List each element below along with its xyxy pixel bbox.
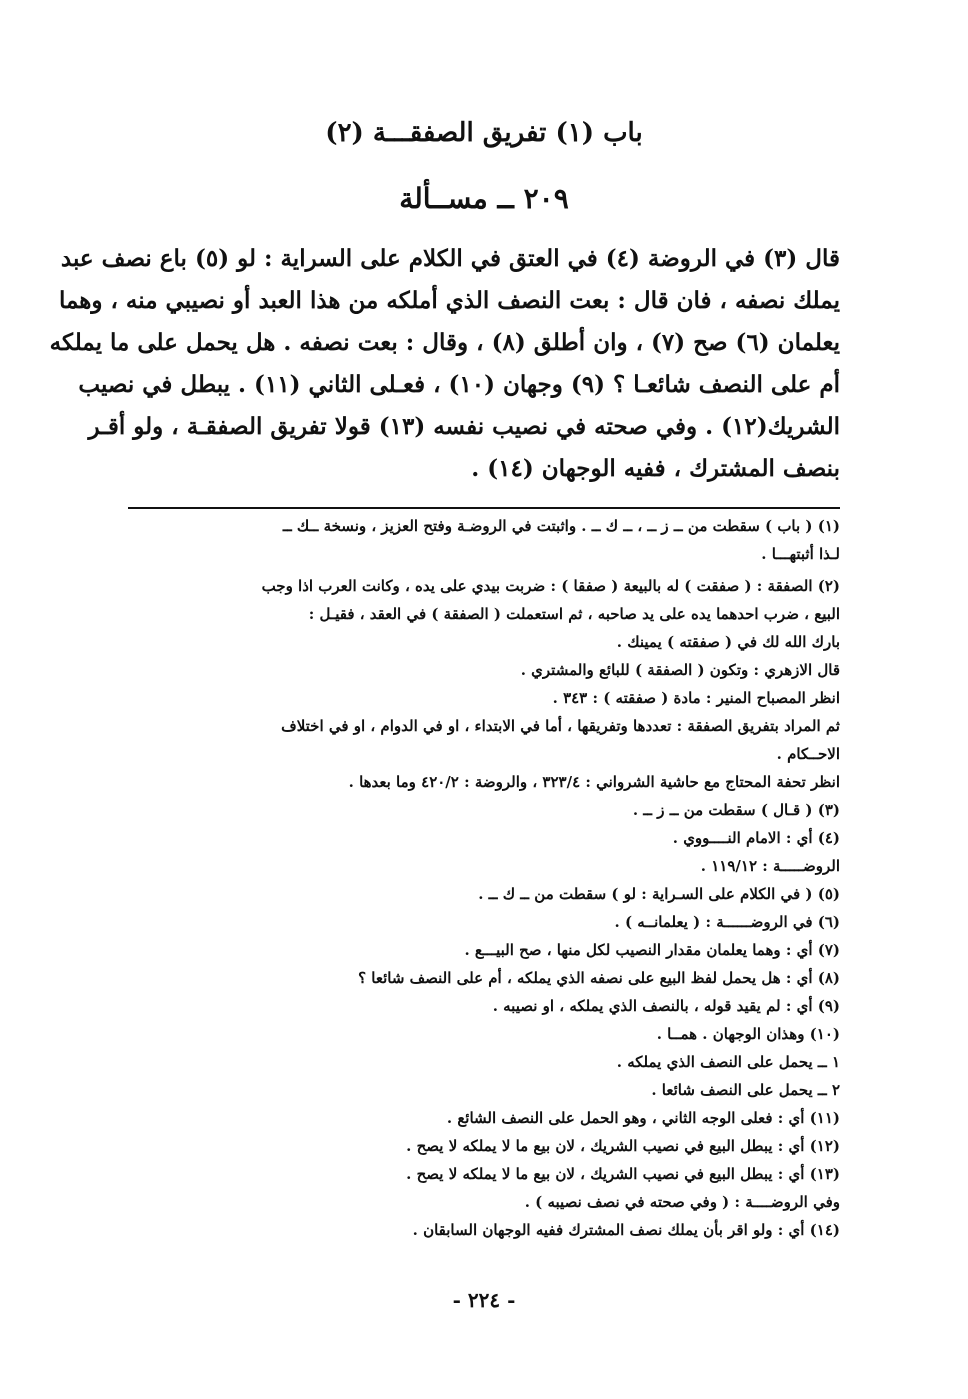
main-text [49, 238, 840, 490]
footnote-line: وفي الروضــــة : ( وفي صحته في نصف نصيبه ) . [524, 1193, 840, 1211]
page-number: - ٢٢٤ - [452, 1288, 516, 1312]
footnote-line: (٨) أي : هل يحمل لفظ البيع على نصفه الذي يملكه ، أم على النصف شائعا ؟ [358, 969, 840, 987]
footnote-line: الاحــكام . [776, 745, 840, 763]
body-line: قال (٣) في الروضة (٤) في العتق في الكلام على السراية : لو (٥) باع نصف عبد [60, 245, 840, 272]
footnote-line: (١٤) أي : ولو اقر بأن يملك نصف المشترك ففيه الوجهان السابقان . [412, 1221, 840, 1239]
footnote-line: (٢) الصفقة : ( صفقت ) له بالبيعة ( صفقا ) : ضربت بيدي على يده ، وكانت العرب اذا وجب [261, 577, 840, 595]
footnote-line: (٦) في الروضــــــة : ( يعلمانــه ) . [614, 913, 840, 931]
body-line: يملك نصفه ، فان قال : بعت النصف الذي أملكه من هذا العبد أو نصيبي منه ، وهما [58, 287, 840, 314]
footnote-line: (١٠) وهذان الوجهان . همــا . [656, 1025, 840, 1043]
footnote-line: (٣) ( قـال ) سقطت من ــ ز ــ . [632, 801, 840, 819]
footnote-line: (٥) ( في الكلام على السـراية : لو ) سقطت من ــ ك ــ . [478, 885, 840, 903]
footnote-line: (١١) أي : فعلى الوجه الثاني ، وهو الحمل على النصف الشائع . [446, 1109, 840, 1127]
footnote-line: ثم المراد بتفريق الصفقة : تعددها وتفريقها ، أما في الابتداء ، او في الدوام ، او في اختلاف [281, 717, 840, 735]
issue-title: ٢٠٩ ــ مســألة [399, 182, 569, 215]
footnote-line: (١٢) أي : يبطل البيع في نصيب الشريك ، لان بيع ما لا يملكه لا يصح . [406, 1137, 840, 1155]
footnote-line: قال الازهري : وتكون ( الصفقة ) للبائع والمشتري . [520, 661, 840, 679]
body-line: بنصف المشترك ، ففيه الوجهان (١٤) . [471, 455, 840, 482]
footnote-line: (١) ( باب ) سقطت من ــ ز ــ ، ــ ك ــ . واثبتت في الروضـة وفتح العزيز ، ونسخة ــك ــ [282, 517, 840, 535]
body-line: أم على النصف شائعـا ؟ (٩) وجهان (١٠) ، فعـلى الثاني (١١) . يبطل في نصيب [78, 371, 840, 398]
footnotes [100, 512, 840, 1244]
footnote-line: انظر تحفة المحتاج مع حاشية الشرواني : ٣٢٣/٤ ، والروضة : ٤٢٠/٢ وما بعدها . [348, 773, 840, 791]
footnote-line: لـذا أثبتهـــا . [761, 545, 840, 563]
footnote-line: (٧) أي : وهما يعلمان مقدار النصيب لكل منها ، صح البيـــع . [464, 941, 840, 959]
footnote-line: (١٣) أي : يبطل البيع في نصيب الشريك ، لان بيع ما لا يملكه لا يصح . [406, 1165, 840, 1183]
footnote-line: بارك الله لك في ( صفقته ) يمينك . [616, 633, 840, 651]
footnote-line: (٤) أي : الامام النــــووي . [672, 829, 840, 847]
body-line: الشريك(١٢) . وفي صحته في نصيب نفسه (١٣) قولا تفريق الصفقـة ، ولو أقـر [88, 413, 840, 440]
body-line: يعلمان (٦) صح (٧) ، وان أطلق (٨) ، وقال : بعت نصفه . هل يحمل على ما يملكه [49, 329, 840, 356]
footnote-line: ٢ ــ يحمل على النصف شائعا . [651, 1081, 840, 1099]
footnote-line: البيع ، ضرب احدهما يده على يد صاحبه ، ثم استعملت ( الصفقة ) في العقد ، فقيـل : [308, 605, 840, 623]
footnote-line: (٩) أي : لم يقيد قوله ، بالنصف الذي يملكه ، او نصيبه . [492, 997, 840, 1015]
footnote-line: انظر المصباح المنير : مادة ( صفقته ) : ٣٤٣ . [552, 689, 840, 707]
chapter-title: باب (١) تفريق الصفقـــة (٢) [325, 118, 643, 148]
footnote-line: ١ ــ يحمل على النصف الذي يملكه . [616, 1053, 840, 1071]
footnote-line: الروضـــــة : ١١٩/١٢ . [700, 857, 840, 875]
footnote-divider [128, 507, 840, 509]
